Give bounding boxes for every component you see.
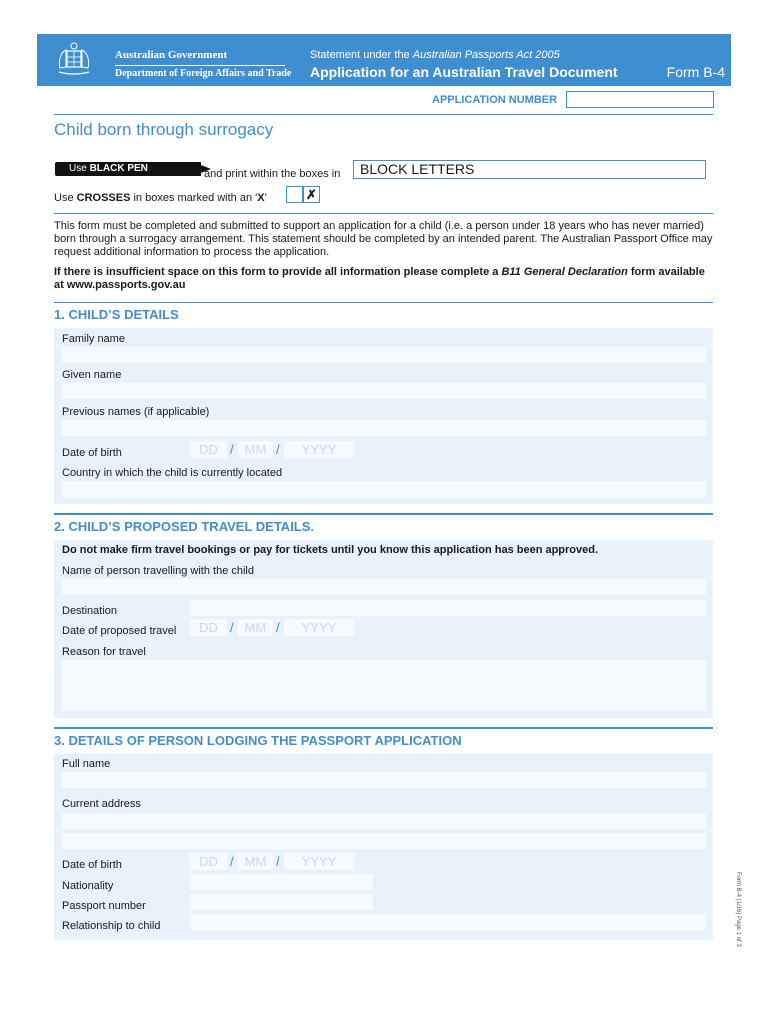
lodger-dob-year-field[interactable]: YYYY: [284, 853, 354, 870]
date-separator: /: [230, 854, 234, 869]
crosses-bold: CROSSES: [76, 192, 131, 204]
date-separator: /: [230, 620, 234, 635]
application-title: Application for an Australian Travel Document: [310, 64, 618, 80]
person-travelling-field[interactable]: [62, 579, 706, 595]
date-separator: /: [276, 620, 280, 635]
child-dob-month-field[interactable]: MM: [238, 441, 273, 458]
travel-date-month-field[interactable]: MM: [238, 619, 273, 636]
travel-date-day-field[interactable]: DD: [190, 619, 227, 636]
form-number: Form B-4: [666, 64, 725, 80]
full-name-label: Full name: [62, 758, 111, 770]
date-separator: /: [276, 854, 280, 869]
divider: [54, 302, 713, 303]
country-label: Country in which the child is currently located: [62, 467, 283, 479]
family-name-field[interactable]: [62, 347, 706, 363]
print-instruction: and print within the boxes in: [204, 168, 341, 180]
pen-label: BLACK PEN: [89, 163, 148, 174]
nationality-label: Nationality: [62, 880, 114, 892]
previous-names-field[interactable]: [62, 420, 706, 436]
statement-line: [310, 49, 560, 61]
header-divider: [115, 65, 285, 66]
header-banner: [37, 34, 731, 86]
example-empty-checkbox: [286, 186, 303, 203]
lodger-dob-month-field[interactable]: MM: [238, 853, 273, 870]
current-address-line-1[interactable]: [62, 813, 706, 829]
divider: [54, 213, 713, 214]
country-field[interactable]: [62, 481, 706, 498]
department-name: Department of Foreign Affairs and Trade: [115, 68, 292, 79]
form-title: Child born through surrogacy: [54, 120, 274, 139]
current-address-label: Current address: [62, 798, 141, 810]
passport-number-label: Passport number: [62, 900, 146, 912]
act-name: Australian Passports Act 2005: [412, 49, 560, 61]
crosses-suffix: ': [264, 192, 267, 204]
side-footer-text: Form B-4 (1/16) Page 1 of 3: [735, 872, 741, 947]
child-dob-year-field[interactable]: YYYY: [284, 441, 354, 458]
block-letters-box: BLOCK LETTERS: [353, 160, 706, 179]
section-2-title: 2. CHILD’S PROPOSED TRAVEL DETAILS.: [54, 519, 315, 534]
relationship-field[interactable]: [190, 914, 706, 930]
crosses-instruction: [54, 192, 267, 204]
notice-suffix: form available at www.passports.gov.au: [54, 266, 705, 291]
black-pen-graphic: [55, 162, 201, 176]
child-dob-day-field[interactable]: DD: [190, 441, 227, 458]
previous-names-label: Previous names (if applicable): [62, 406, 210, 418]
lodger-dob-day-field[interactable]: DD: [190, 853, 227, 870]
pen-prefix: Use: [69, 163, 90, 174]
date-separator: /: [230, 442, 234, 457]
crosses-x: X: [257, 192, 265, 204]
lodger-dob-label: Date of birth: [62, 859, 122, 871]
travel-date-label: Date of proposed travel: [62, 625, 177, 637]
coat-of-arms-icon: [55, 40, 93, 78]
person-travelling-label: Name of person travelling with the child: [62, 565, 254, 577]
notice-form-ref: B11 General Declaration: [501, 266, 628, 278]
travel-date-year-field[interactable]: YYYY: [284, 619, 354, 636]
reason-label: Reason for travel: [62, 646, 146, 658]
family-name-label: Family name: [62, 333, 125, 345]
application-number-field[interactable]: [566, 91, 714, 108]
reason-field[interactable]: [62, 660, 706, 711]
example-crossed-checkbox: ✗: [303, 186, 320, 203]
full-name-field[interactable]: [62, 772, 706, 788]
divider: [54, 727, 713, 729]
nationality-field[interactable]: [190, 874, 373, 890]
crosses-prefix: Use: [54, 192, 77, 204]
given-name-field[interactable]: [62, 383, 706, 399]
application-number-label: APPLICATION NUMBER: [432, 94, 558, 106]
section-3-title: 3. DETAILS OF PERSON LODGING THE PASSPORT APPLICATION: [54, 733, 462, 748]
statement-prefix: Statement under the: [310, 49, 413, 61]
divider: [54, 513, 713, 515]
relationship-label: Relationship to child: [62, 920, 161, 932]
current-address-line-2[interactable]: [62, 833, 706, 849]
insufficient-space-notice: [54, 266, 713, 292]
destination-label: Destination: [62, 605, 118, 617]
booking-warning: Do not make firm travel bookings or pay for tickets until you know this application has been approved.: [62, 544, 599, 556]
intro-paragraph: This form must be completed and submitted to support an application for a child (i.e. a person under 18 years who has never married) born through a surrogacy arrangement. This statement should be completed by an intended parent. The Australian Passport Office may request additional information to process the application.: [54, 220, 713, 258]
date-separator: /: [276, 442, 280, 457]
government-name: Australian Government: [115, 49, 228, 61]
destination-field[interactable]: [190, 600, 706, 616]
section-1-title: 1. CHILD’S DETAILS: [54, 307, 179, 322]
divider: [54, 114, 713, 115]
notice-prefix: If there is insufficient space on this form to provide all information please complete a: [54, 266, 502, 278]
given-name-label: Given name: [62, 369, 122, 381]
child-dob-label: Date of birth: [62, 447, 122, 459]
passport-number-field[interactable]: [190, 894, 373, 910]
crosses-middle: in boxes marked with an ': [130, 192, 258, 204]
